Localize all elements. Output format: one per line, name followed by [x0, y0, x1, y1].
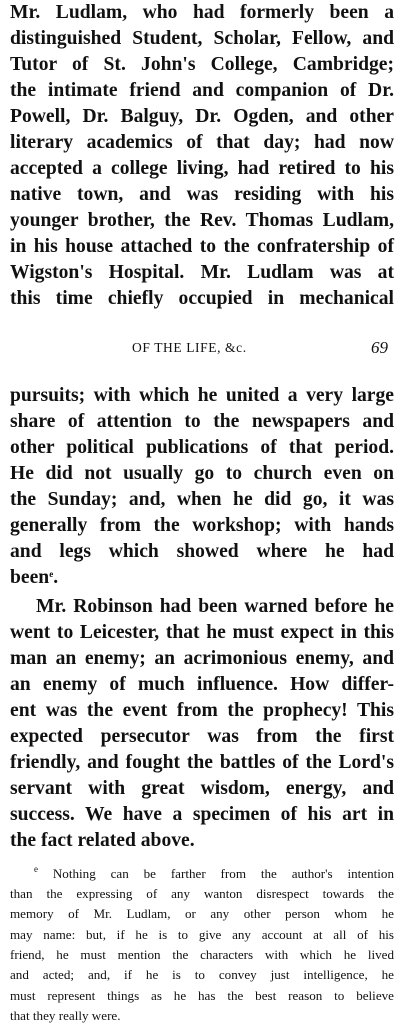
footnote-line: friend, he must mention the characters with which he lived: [10, 947, 394, 962]
footnote-line: [34, 864, 394, 884]
text-line: younger brother, the Rev. Thomas Ludlam,: [10, 210, 394, 231]
text-line: this time chiefly occupied in mechanical: [10, 288, 394, 309]
text-line: other political publications of that period.: [10, 437, 394, 458]
text-line: the intimate friend and companion of Dr.: [10, 80, 394, 101]
text-line: native town, and was residing with his: [10, 184, 394, 205]
text-line: [10, 565, 394, 591]
page-number: 69: [371, 338, 388, 357]
text-line: Mr. Ludlam, who had formerly been a: [10, 2, 394, 23]
text-line: He did not usually go to church even on: [10, 463, 394, 484]
footnote-marker: e: [49, 569, 54, 579]
text-line: share of attention to the newspapers and: [10, 411, 394, 432]
footnote-line: must represent things as he has the best reason to believe: [10, 988, 394, 1003]
text-line: servant with great wisdom, energy, and: [10, 778, 394, 799]
text-line: friendly, and fought the battles of the Lord's: [10, 752, 394, 773]
text-line: pursuits; with which he united a very large: [10, 385, 394, 406]
text-line: success. We have a specimen of his art in: [10, 804, 394, 825]
text-line: Mr. Robinson had been warned before he: [36, 596, 394, 617]
footnote-line: and acted; and, if he is to convey just intelligence, he: [10, 967, 394, 982]
text-line: literary academics of that day; had now: [10, 132, 394, 153]
text-line: Tutor of St. John's College, Cambridge;: [10, 54, 394, 75]
text-line: in his house attached to the confratership of: [10, 236, 394, 257]
last-line-text: been: [10, 567, 50, 588]
footnote-marker: e: [34, 864, 38, 874]
text-line: the fact related above.: [10, 830, 195, 851]
text-line: generally from the workshop; with hands: [10, 515, 394, 536]
text-line: distinguished Student, Scholar, Fellow, and: [10, 28, 394, 49]
text-line: Powell, Dr. Balguy, Dr. Ogden, and other: [10, 106, 394, 127]
footnote-line: may name: but, if he is to give any account at all of his: [10, 927, 394, 942]
footnote-text: Nothing can be farther from the author's intention: [52, 866, 394, 881]
text-line: ent was the event from the prophecy! This: [10, 700, 394, 721]
page-header: [0, 340, 406, 364]
text-line: accepted a college living, had retired to his: [10, 158, 394, 179]
text-line: went to Leicester, that he must expect in this: [10, 622, 394, 643]
text-line: and legs which showed where he had: [10, 541, 394, 562]
running-head: OF THE LIFE, &c.: [132, 340, 247, 355]
footnote-line: that they really were.: [10, 1008, 121, 1023]
footnote-line: than the expressing of any wanton disrespect towards the: [10, 886, 394, 901]
text-line: the Sunday; and, when he did go, it was: [10, 489, 394, 510]
text-line: man an enemy; an acrimonious enemy, and: [10, 648, 394, 669]
text-line: Wigston's Hospital. Mr. Ludlam was at: [10, 262, 394, 283]
last-line-end: .: [53, 567, 59, 588]
text-line: an enemy of much influence. How differ-: [10, 674, 394, 695]
footnote-line: memory of Mr. Ludlam, or any other person whom he: [10, 906, 394, 921]
text-line: expected persecutor was from the first: [10, 726, 394, 747]
